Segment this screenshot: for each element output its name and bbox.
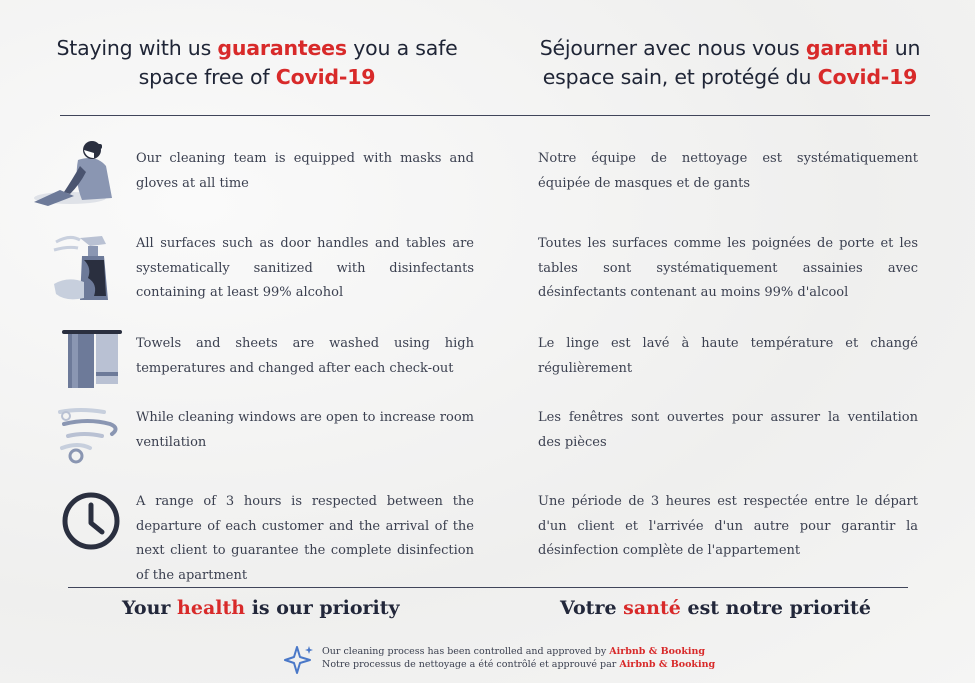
item-1-text-fr: Notre équipe de nettoyage est systématiquement équipée de masques et de gants [538, 151, 918, 191]
approval-note-en-text: Our cleaning process has been controlled and approved by [322, 646, 607, 657]
approval-note-fr [322, 658, 715, 671]
title-fr-highlight1: garanti [805, 36, 889, 60]
approval-brand-fr: Airbnb & Booking [619, 659, 716, 670]
cleaner-with-mask-icon [30, 136, 122, 212]
title-en-part3: space free of [138, 65, 270, 89]
item-3-text-fr: Le linge est lavé à haute température et changé régulièrement [538, 336, 918, 376]
approval-note-en [322, 645, 715, 658]
page-title-fr [495, 34, 965, 92]
page-title-en [22, 34, 492, 92]
footer-title-en [122, 597, 400, 619]
title-fr-highlight2: Covid-19 [817, 65, 918, 89]
footer-fr-part1: Votre [560, 597, 617, 619]
title-en-highlight2: Covid-19 [275, 65, 376, 89]
footer-en-part2: is our priority [251, 597, 400, 619]
footer-title-fr [560, 597, 871, 619]
item-3-text-en: Towels and sheets are washed using high temperatures and changed after each check-out [136, 336, 474, 376]
item-5-text-en: A range of 3 hours is respected between the departure of each customer and the arrival of the next client to guarantee the complete disinfection of the apartment [136, 494, 474, 583]
spray-bottle-icon [50, 232, 122, 308]
sparkle-icon [284, 644, 314, 678]
footer-fr-highlight: santé [623, 597, 681, 619]
clock-icon [60, 490, 122, 556]
footer-fr-part2: est notre priorité [687, 597, 871, 619]
title-en-part1: Staying with us [56, 36, 212, 60]
footer-en-part1: Your [122, 597, 171, 619]
approval-note-fr-text: Notre processus de nettoyage a été contrôlé et approuvé par [322, 659, 617, 670]
title-fr-part3: espace sain, et protégé du [542, 65, 812, 89]
approval-brand-en: Airbnb & Booking [609, 646, 706, 657]
wind-ventilation-icon [54, 402, 124, 470]
footer-divider [68, 587, 908, 588]
towel-rack-icon [60, 326, 126, 396]
footer-en-highlight: health [177, 597, 246, 619]
title-fr-part2: un [894, 36, 921, 60]
header-divider [60, 115, 930, 116]
title-fr-part1: Séjourner avec nous vous [539, 36, 800, 60]
item-2-text-fr: Toutes les surfaces comme les poignées de porte et les tables sont systématiquement assainies avec désinfectants contenant au moins 99% d'alcool [538, 236, 918, 300]
item-5-text-fr: Une période de 3 heures est respectée entre le départ d'un client et l'arrivée d'un autre pour garantir la désinfection complète de l'appartement [538, 494, 918, 558]
item-2-text-en: All surfaces such as door handles and tables are systematically sanitized with disinfectants containing at least 99% alcohol [136, 236, 474, 300]
title-en-part2: you a safe [353, 36, 458, 60]
item-4-text-fr: Les fenêtres sont ouvertes pour assurer la ventilation des pièces [538, 410, 918, 450]
item-1-text-en: Our cleaning team is equipped with masks and gloves at all time [136, 151, 474, 191]
title-en-highlight1: guarantees [217, 36, 347, 60]
item-4-text-en: While cleaning windows are open to increase room ventilation [136, 410, 474, 450]
footer-approval-note [322, 645, 715, 671]
